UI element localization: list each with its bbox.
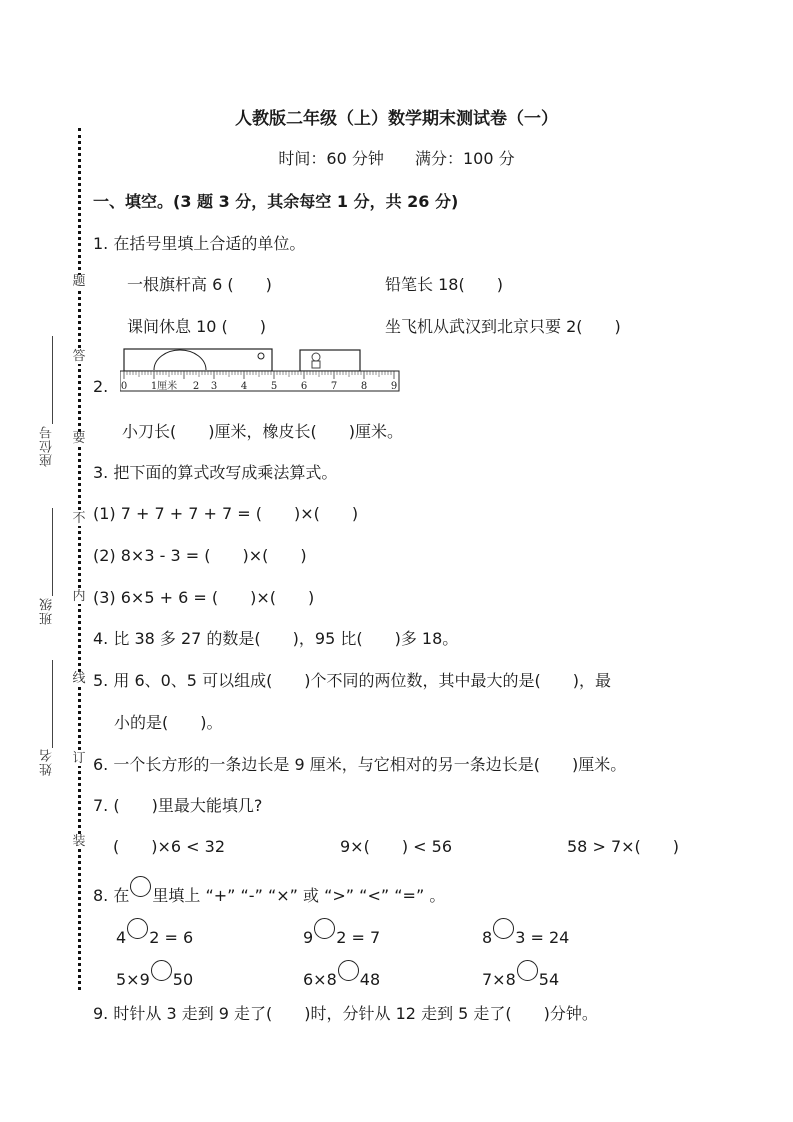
class-label: 班级 [40, 597, 55, 625]
time-limit: 时间：60 分钟 [278, 149, 384, 168]
margin-char: 不 [72, 511, 86, 526]
question-8-item [303, 960, 380, 989]
expr-left: 4 [116, 928, 127, 947]
margin-char: 线 [72, 671, 86, 686]
binding-dotted-line [78, 128, 81, 990]
question-1-item[interactable]: 铅笔长 18( ) [385, 275, 503, 294]
margin-char: 要 [72, 431, 86, 446]
question-7-item[interactable]: 9×( ) < 56 [340, 837, 453, 856]
margin-char: 装 [72, 834, 86, 849]
expr-left: 8 [482, 928, 493, 947]
question-8-item [116, 918, 193, 947]
question-4[interactable]: 4. 比 38 多 27 的数是( )，95 比( )多 18。 [93, 629, 459, 648]
exam-title: 人教版二年级（上）数学期末测试卷（一） [235, 109, 558, 129]
question-8-prefix: 8. 在 [93, 886, 130, 905]
answer-circle[interactable] [314, 918, 335, 939]
question-1-stem: 1. 在括号里填上合适的单位。 [93, 234, 306, 253]
question-9[interactable]: 9. 时针从 3 走到 9 走了( )时，分针从 12 走到 5 走了( )分钟。 [93, 1004, 598, 1023]
question-1-item[interactable]: 课间休息 10 ( ) [127, 317, 267, 336]
expr-right: 48 [359, 970, 381, 989]
exam-info [0, 146, 793, 169]
question-8-stem [93, 876, 445, 906]
margin-char: 订 [72, 751, 86, 766]
full-score: 满分：100 分 [414, 149, 515, 168]
question-5-line2[interactable]: 小的是( )。 [114, 713, 223, 732]
question-3-stem: 3. 把下面的算式改写成乘法算式。 [93, 463, 338, 482]
seat-number-line[interactable] [52, 336, 53, 424]
answer-circle[interactable] [338, 960, 359, 981]
svg-text:1厘米: 1厘米 [150, 381, 178, 392]
answer-circle[interactable] [517, 960, 538, 981]
question-7-item[interactable]: 58 > 7×( ) [567, 837, 680, 856]
expr-right: 54 [538, 970, 560, 989]
svg-text:8: 8 [360, 381, 368, 392]
question-8-item [116, 960, 193, 989]
expr-right: 3 = 24 [515, 928, 570, 947]
question-3-item[interactable]: (3) 6×5 + 6 = ( )×( ) [93, 588, 315, 607]
expr-right: 2 = 6 [149, 928, 194, 947]
answer-circle[interactable] [127, 918, 148, 939]
margin-char: 内 [72, 589, 86, 604]
svg-text:4: 4 [240, 381, 248, 392]
svg-text:7: 7 [330, 381, 338, 392]
svg-text:6: 6 [300, 381, 308, 392]
expr-left: 7×8 [482, 970, 516, 989]
margin-char: 题 [72, 274, 86, 289]
section-heading: 一、填空。(3 题 3 分，其余每空 1 分，共 26 分) [93, 192, 459, 211]
expr-right: 50 [172, 970, 194, 989]
svg-text:3: 3 [210, 381, 218, 392]
margin-char: 答 [72, 349, 86, 364]
svg-text:0: 0 [120, 381, 128, 392]
question-7-stem: 7. ( )里最大能填几? [93, 796, 263, 815]
question-1-item[interactable]: 坐飞机从武汉到北京只要 2( ) [385, 317, 621, 336]
seat-number-label: 座位号 [40, 425, 55, 467]
expr-left: 5×9 [116, 970, 150, 989]
question-5-line1[interactable]: 5. 用 6、0、5 可以组成( )个不同的两位数，其中最大的是( )，最 [93, 671, 612, 690]
class-line[interactable] [52, 508, 53, 596]
circle-icon [130, 876, 151, 897]
question-6[interactable]: 6. 一个长方形的一条边长是 9 厘米，与它相对的另一条边长是( )厘米。 [93, 755, 627, 774]
question-2-answer[interactable]: 小刀长( )厘米，橡皮长( )厘米。 [122, 422, 403, 441]
name-label: 姓名 [40, 748, 55, 776]
question-8-suffix: 里填上 “+” “-” “×” 或 “>” “<” “=” 。 [152, 886, 446, 905]
question-8-item [303, 918, 380, 947]
svg-text:2: 2 [192, 381, 200, 392]
ruler-illustration [120, 348, 400, 392]
question-3-item[interactable]: (2) 8×3 - 3 = ( )×( ) [93, 546, 307, 565]
expr-right: 2 = 7 [336, 928, 381, 947]
expr-left: 9 [303, 928, 314, 947]
svg-text:5: 5 [270, 381, 278, 392]
answer-circle[interactable] [493, 918, 514, 939]
question-2-number: 2. [93, 377, 109, 396]
question-1-item[interactable]: 一根旗杆高 6 ( ) [127, 275, 272, 294]
answer-circle[interactable] [151, 960, 172, 981]
question-8-item [482, 918, 569, 947]
name-line[interactable] [52, 660, 53, 748]
expr-left: 6×8 [303, 970, 337, 989]
question-3-item[interactable]: (1) 7 + 7 + 7 + 7 = ( )×( ) [93, 504, 359, 523]
question-8-item [482, 960, 559, 989]
svg-text:9: 9 [390, 381, 398, 392]
ruler-figure [120, 348, 400, 392]
question-7-item[interactable]: ( )×6 < 32 [113, 837, 226, 856]
